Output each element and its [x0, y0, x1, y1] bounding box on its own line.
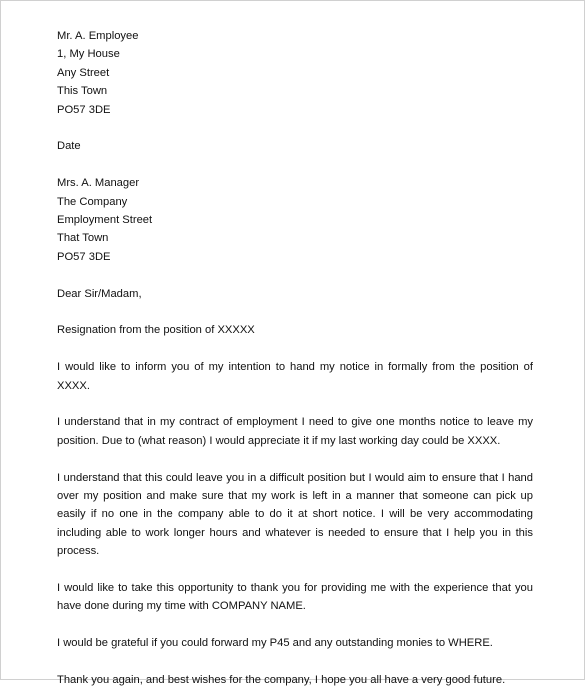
sender-address-line-3: This Town [57, 85, 108, 98]
paragraph-thanks: I would like to take this opportunity to thank you for providing me with the experience that you have done during my time with COMPANY NAME. [57, 582, 533, 613]
spacer [57, 340, 533, 358]
spacer [57, 450, 533, 468]
sender-name: Mr. A. Employee [57, 30, 139, 42]
letter-date: Date [57, 140, 81, 153]
sender-address-block [57, 27, 533, 119]
sender-address-line-1: 1, My House [57, 48, 120, 61]
letter-body [57, 27, 533, 689]
recipient-name: Mrs. A. Manager [57, 177, 140, 190]
spacer [57, 616, 533, 634]
sender-postcode: PO57 3DE [57, 103, 111, 116]
spacer [57, 156, 533, 174]
recipient-town: That Town [57, 232, 109, 245]
spacer [57, 119, 533, 137]
recipient-address-block [57, 174, 533, 266]
paragraph-closing-wishes: Thank you again, and best wishes for the company, I hope you all have a very good future. [57, 674, 506, 687]
subject-line: Resignation from the position of XXXXX [57, 324, 255, 337]
recipient-postcode: PO57 3DE [57, 250, 111, 263]
paragraph-handover: I understand that this could leave you in a difficult position but I would aim to ensure that I hand over my position and make sure that my work is left in a manner that someone can pick up easily if no one in the company able to do it at short notice. I will be very accommodating including able to work longer hours and whatever is needed to ensure that I help you in this process. [57, 471, 533, 558]
spacer [57, 303, 533, 321]
spacer [57, 561, 533, 579]
spacer [57, 266, 533, 284]
sender-address-line-2: Any Street [57, 66, 110, 79]
paragraph-contract: I understand that in my contract of employment I need to give one months notice to leave my position. Due to (what reason) I would appreciate it if my last working day could be XXXX. [57, 416, 533, 447]
recipient-company: The Company [57, 195, 128, 208]
spacer [57, 395, 533, 413]
spacer [57, 653, 533, 671]
paragraph-notice: I would like to inform you of my intention to hand my notice in formally from the position of XXXX. [57, 361, 533, 392]
salutation: Dear Sir/Madam, [57, 287, 142, 300]
paragraph-p45: I would be grateful if you could forward my P45 and any outstanding monies to WHERE. [57, 637, 493, 650]
recipient-street: Employment Street [57, 214, 153, 227]
